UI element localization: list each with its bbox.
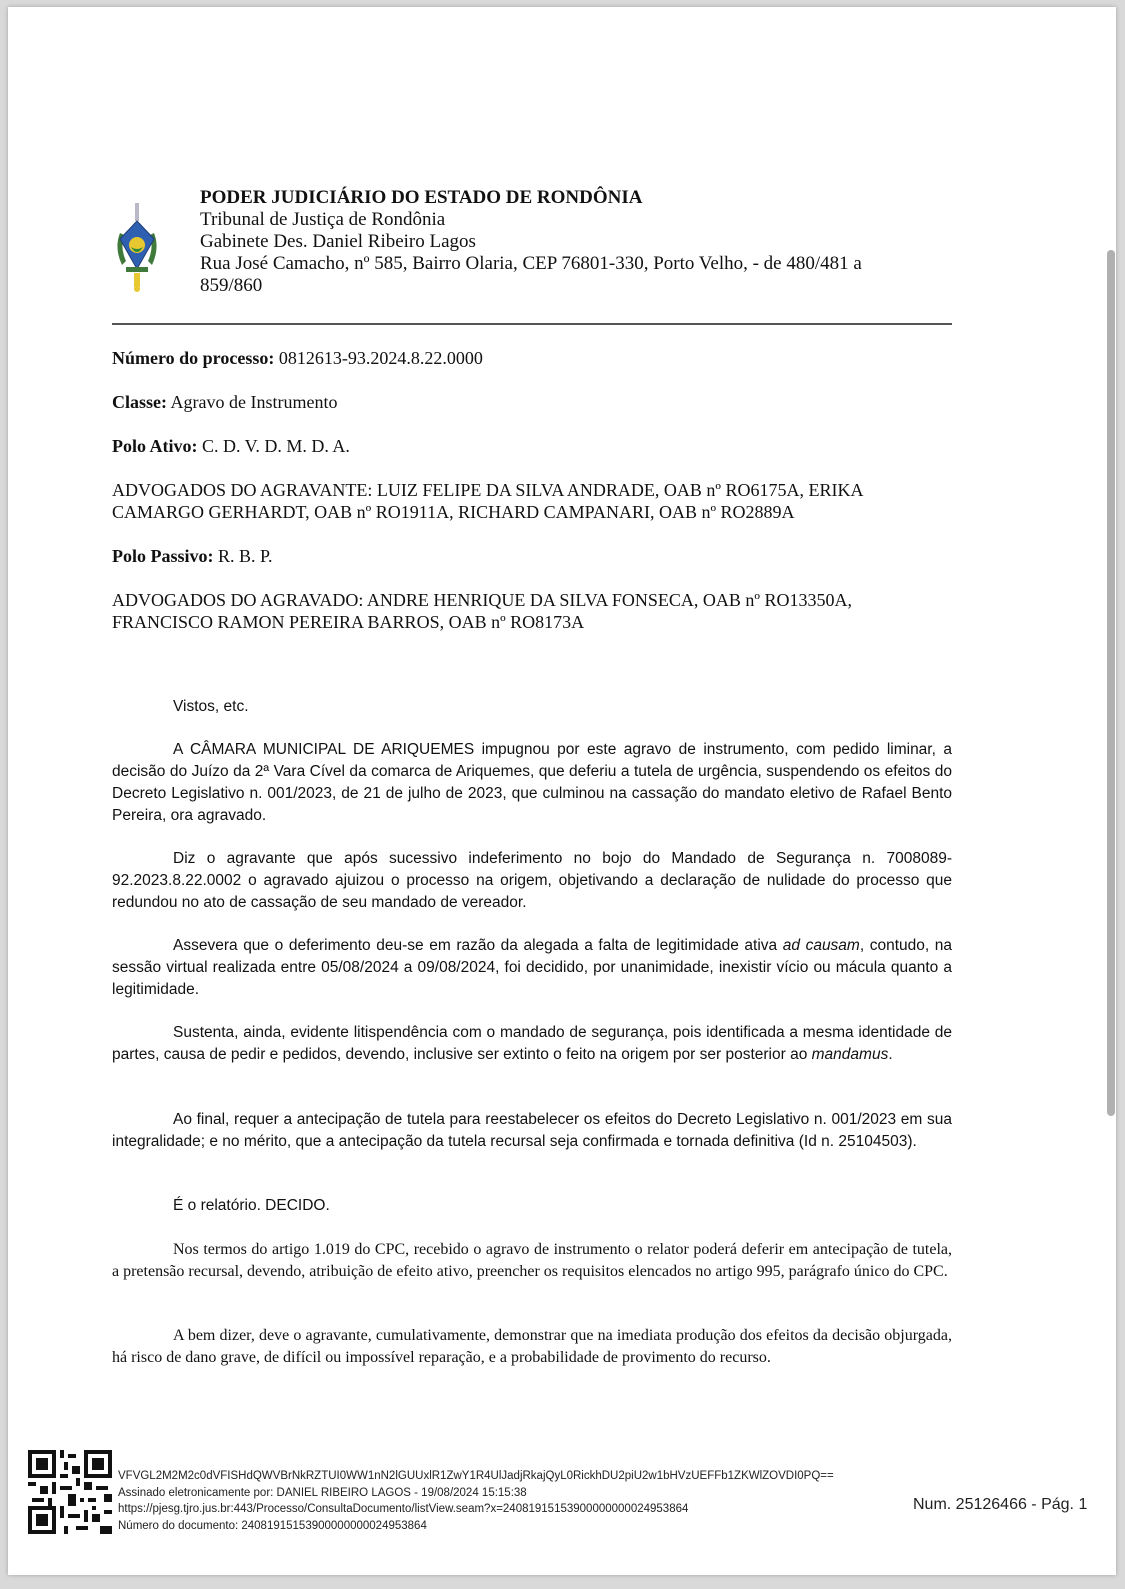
process-number-label: Número do processo: xyxy=(112,348,275,368)
italic-term: ad causam xyxy=(782,937,860,954)
office-name: Gabinete Des. Daniel Ribeiro Lagos xyxy=(200,231,476,252)
passive-party-value: R. B. P. xyxy=(213,546,273,566)
passive-party xyxy=(112,545,952,567)
active-lawyers: ADVOGADOS DO AGRAVANTE: LUIZ FELIPE DA SILVA ANDRADE, OAB nº RO6175A, ERIKA CAMARGO GERHARDT, OAB nº RO1911A, RICHARD CAMPANARI, OAB nº RO2889A xyxy=(112,480,863,522)
text-run: Assevera que o deferimento deu-se em razão da alegada a falta de legitimidade ativa xyxy=(173,937,783,954)
signed-by: Assinado eletronicamente por: DANIEL RIBEIRO LAGOS - 19/08/2024 15:15:38 xyxy=(118,1486,527,1499)
case-class xyxy=(112,391,952,413)
signature-hash: VFVGL2M2M2c0dVFISHdQWVBrNkRZTUI0WW1nN2lGUUxlR1ZwY1R4UlJadjRkajQyL0RickhDU2piU2w1bHVzUEFFb1ZKWlZOVDI0PQ== xyxy=(118,1470,834,1482)
italic-term: mandamus xyxy=(811,1046,889,1063)
paragraph-3 xyxy=(112,935,952,1001)
active-party xyxy=(112,435,952,457)
text-run: . xyxy=(888,1046,893,1063)
text-run: , contudo, na sessão virtual realizada entre 05/08/2024 a 09/08/2024, foi decidido, por unanimidade, inexistir vício ou mácula quanto a legitimidade. xyxy=(112,937,953,998)
qr-code-icon xyxy=(28,1450,112,1534)
scrollbar-thumb[interactable] xyxy=(1107,250,1115,1116)
paragraph-text: A CÂMARA MUNICIPAL DE ARIQUEMES impugnou por este agravo de instrumento, com pedido liminar, a decisão do Juízo da 2ª Vara Cível da comarca de Ariquemes, que deferiu a tutela de urgência, suspendendo os efeitos do Decreto Legislativo n. 001/2023, de 21 de julho de 2023, que culminou na cassação do mandato eletivo de Rafael Bento Pereira, ora agravado. xyxy=(112,741,952,824)
case-class-value: Agravo de Instrumento xyxy=(167,392,338,412)
paragraph-1 xyxy=(112,739,952,827)
paragraph-text: É o relatório. DECIDO. xyxy=(173,1197,330,1214)
paragraph-text xyxy=(112,935,952,1001)
org-name: PODER JUDICIÁRIO DO ESTADO DE RONDÔNIA xyxy=(200,187,643,208)
page-number: Num. 25126466 - Pág. 1 xyxy=(913,1496,1088,1513)
paragraph-text: Ao final, requer a antecipação de tutela para reestabelecer os efeitos do Decreto Legislativo n. 001/2023 em sua integralidade; e no mérito, que a antecipação da tutela recursal seja confirmada e tornada definitiva (Id n. 25104503). xyxy=(112,1111,952,1150)
paragraph-2 xyxy=(112,848,952,914)
process-number xyxy=(112,347,952,369)
court-name: Tribunal de Justiça de Rondônia xyxy=(200,209,446,230)
paragraph-8 xyxy=(112,1325,952,1369)
active-party-value: C. D. V. D. M. D. A. xyxy=(197,436,350,456)
paragraph-vistos xyxy=(112,696,952,718)
footer-lines xyxy=(118,1468,834,1534)
address-line-1: Rua José Camacho, nº 585, Bairro Olaria, CEP 76801-330, Porto Velho, - de 480/481 a xyxy=(200,253,862,274)
header-text xyxy=(200,187,940,297)
paragraph-text: Nos termos do artigo 1.019 do CPC, recebido o agravo de instrumento o relator poderá deferir em antecipação de tutela, a pretensão recursal, devendo, atribuição de efeito ativo, preencher os requisitos elencados no artigo 995, parágrafo único do CPC. xyxy=(112,1241,952,1280)
rondonia-crest-icon xyxy=(112,203,162,293)
paragraph-text: Diz o agravante que após sucessivo indeferimento no bojo do Mandado de Segurança n. 7008089-92.2023.8.22.0002 o agravado ajuizou o processo na origem, objetivando a declaração de nulidade do processo que redundou no ato de cassação de seu mandado de vereador. xyxy=(112,850,952,911)
paragraph-5 xyxy=(112,1109,952,1153)
passive-party-label: Polo Passivo: xyxy=(112,546,214,566)
signature-footer xyxy=(28,1450,1118,1540)
active-party-label: Polo Ativo: xyxy=(112,436,198,456)
paragraph-text: A bem dizer, deve o agravante, cumulativamente, demonstrar que na imediata produção dos efeitos da decisão objurgada, há risco de dano grave, de difícil ou impossível reparação, e a probabilidade de provimento do recurso. xyxy=(112,1327,952,1366)
paragraph-relatorio xyxy=(112,1195,952,1217)
header-divider xyxy=(112,323,952,325)
address-line-2: 859/860 xyxy=(200,275,263,296)
process-number-value: 0812613-93.2024.8.22.0000 xyxy=(274,348,483,368)
paragraph-text: Vistos, etc. xyxy=(173,698,249,715)
document-number: Número do documento: 24081915153900000000024953864 xyxy=(118,1519,427,1532)
case-class-label: Classe: xyxy=(112,392,167,412)
paragraph-7 xyxy=(112,1239,952,1283)
paragraph-text xyxy=(112,1022,952,1066)
document-page xyxy=(8,7,1116,1575)
paragraph-4 xyxy=(112,1022,952,1066)
text-run: Sustenta, ainda, evidente litispendência com o mandado de segurança, pois identificada a mesma identidade de partes, causa de pedir e pedidos, devendo, inclusive ser extinto o feito na origem por ser posterior ao xyxy=(112,1024,952,1063)
verification-url[interactable]: https://pjesg.tjro.jus.br:443/Processo/ConsultaDocumento/listView.seam?x=24081915153900000000024953864 xyxy=(118,1503,689,1515)
passive-lawyers: ADVOGADOS DO AGRAVADO: ANDRE HENRIQUE DA SILVA FONSECA, OAB nº RO13350A, FRANCISCO RAMON PEREIRA BARROS, OAB nº RO8173A xyxy=(112,590,853,632)
case-metadata xyxy=(112,347,952,655)
